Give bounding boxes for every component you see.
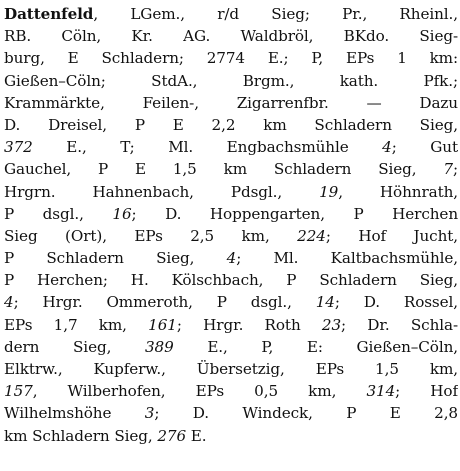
entry-line: [4, 70, 458, 92]
entry-line: [4, 358, 458, 380]
entry-line: [4, 225, 458, 247]
entry-text: P dsgl.,: [4, 204, 113, 223]
inhabitant-count: 14: [315, 293, 335, 312]
inhabitant-count: 276: [157, 426, 187, 445]
entry-line: [4, 425, 458, 447]
inhabitant-count: 161: [148, 315, 177, 334]
inhabitant-count: 314: [366, 382, 396, 401]
entry-text: P Schladern Sieg,: [4, 249, 227, 268]
entry-text: ; Ml. Kaltbachsmühle,: [236, 249, 458, 268]
entry-text: EPs 1,7 km,: [4, 315, 149, 334]
entry-line: [4, 291, 458, 313]
entry-text: ; Gut: [391, 138, 458, 157]
inhabitant-count: 3: [144, 404, 155, 423]
inhabitant-count: 224: [297, 226, 326, 245]
inhabitant-count: 157: [4, 382, 33, 401]
entry-text: ; D. Hoppengarten, P Herchen: [131, 204, 458, 223]
entry-text: ; D. Rossel,: [334, 293, 458, 312]
entry-line: [4, 25, 458, 47]
entry-text: RB. Cöln, Kr. AG. Waldbröl, BKdo. Sieg-: [4, 27, 458, 46]
entry-line: [4, 158, 458, 180]
inhabitant-count: 389: [144, 337, 174, 356]
entry-line: [4, 402, 458, 424]
entry-text: ; D. Windeck, P E 2,8: [154, 404, 458, 423]
entry-text: E., T; Ml. Engbachsmühle: [32, 138, 383, 157]
entry-text: , LGem., r/d Sieg; Pr., Rheinl.,: [93, 5, 458, 23]
entry-text: ; Hof Jucht,: [325, 226, 458, 245]
entry-text: Krammärkte, Feilen-, Zigarrenfbr. — Dazu: [4, 93, 458, 112]
entry-line: [4, 380, 458, 402]
inhabitant-count: 4: [226, 249, 237, 268]
entry-text: ; Dr. Schla-: [341, 315, 458, 334]
entry-text: P Herchen; H. Kölschbach, P Schladern Sieg,: [4, 271, 458, 290]
inhabitant-count: 372: [4, 138, 33, 157]
entry-line: [4, 203, 458, 225]
entry-line: [4, 314, 458, 336]
entry-text: , Höhnrath,: [338, 182, 458, 201]
inhabitant-count: 23: [321, 315, 342, 334]
entry-text: ;: [452, 160, 458, 179]
entry-text: Elktrw., Kupferw., Übersetzig, EPs 1,5 km,: [4, 360, 458, 378]
entry-text: burg, E Schladern; 2774 E.; P, EPs 1 km:: [4, 49, 458, 68]
inhabitant-count: 4: [4, 293, 14, 312]
entry-line: [4, 336, 458, 358]
entry-line: [4, 114, 458, 136]
entry-text: D. Dreisel, P E 2,2 km Schladern Sieg,: [4, 115, 458, 134]
entry-text: E., P, E: Gießen–Cöln,: [173, 337, 458, 356]
inhabitant-count: 19: [319, 182, 339, 201]
inhabitant-count: 16: [112, 204, 132, 223]
entry-line: [4, 136, 458, 158]
entry-text: dern Sieg,: [4, 337, 145, 356]
entry-text: ; Hrgr. Roth: [176, 315, 322, 334]
entry-text: Wilhelmshöhe: [4, 404, 145, 423]
entry-line: [4, 269, 458, 291]
entry-text: Sieg (Ort), EPs 2,5 km,: [4, 226, 298, 245]
gazetteer-entry: [4, 3, 458, 447]
entry-headword: Dattenfeld: [4, 5, 94, 23]
entry-text: Gießen–Cöln; StdA., Brgm., kath. Pfk.;: [4, 71, 458, 90]
entry-text: km Schladern Sieg,: [4, 426, 158, 445]
entry-text: Gauchel, P E 1,5 km Schladern Sieg,: [4, 160, 444, 179]
entry-text: ; Hof: [395, 382, 458, 401]
entry-text: ; Hrgr. Ommeroth, P dsgl.,: [13, 293, 316, 312]
entry-line: [4, 47, 458, 69]
entry-text: Hrgrn. Hahnenbach, Pdsgl.,: [4, 182, 320, 201]
entry-line: [4, 247, 458, 269]
inhabitant-count: 4: [382, 138, 392, 157]
entry-line: [4, 92, 458, 114]
inhabitant-count: 7: [443, 160, 453, 179]
entry-text: E.: [186, 426, 207, 445]
entry-text: , Wilberhofen, EPs 0,5 km,: [32, 382, 367, 401]
entry-line: [4, 3, 458, 25]
entry-line: [4, 181, 458, 203]
